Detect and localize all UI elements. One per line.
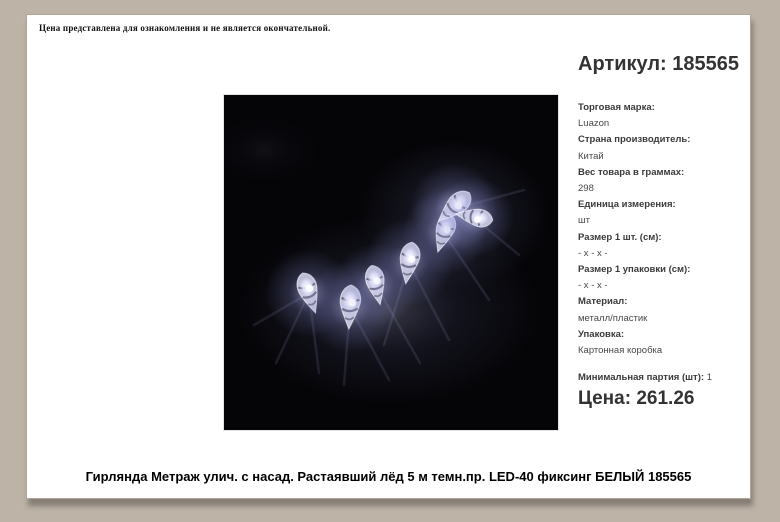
attribute-value: металл/пластик <box>578 312 648 324</box>
product-title: Гирлянда Метраж улич. с насад. Растаявший лёд 5 м темн.пр. LED-40 фиксинг БЕЛЫЙ 185565 <box>85 469 692 484</box>
product-photo <box>223 94 559 431</box>
attribute-label: Размер 1 шт. (см): <box>578 231 662 243</box>
attribute-value: шт <box>578 215 590 227</box>
article-heading <box>578 53 739 76</box>
attribute-label: Страна производитель: <box>578 134 691 146</box>
attribute-value: Luazon <box>578 118 610 130</box>
attribute-row <box>578 230 690 262</box>
min-batch-line <box>578 372 712 383</box>
attributes-list <box>578 100 690 359</box>
attribute-value: 298 <box>578 183 594 195</box>
product-sheet-page <box>26 14 751 499</box>
attribute-value: - х - х - <box>578 247 608 259</box>
attribute-row <box>578 197 690 229</box>
attribute-label: Единица измерения: <box>578 199 676 211</box>
garland-image <box>224 95 558 430</box>
attribute-row <box>578 165 690 197</box>
min-batch-value: 1 <box>706 372 712 383</box>
attribute-row <box>578 327 690 359</box>
attribute-label: Размер 1 упаковки (см): <box>578 264 691 276</box>
price-value: 261.26 <box>636 388 695 409</box>
attribute-value: Китай <box>578 150 604 162</box>
article-label: Артикул: <box>578 53 667 75</box>
attribute-label: Торговая марка: <box>578 102 655 113</box>
min-batch-label: Минимальная партия (шт): <box>578 372 705 383</box>
attribute-value: Картонная коробка <box>578 345 663 357</box>
price-label: Цена: <box>578 388 632 409</box>
price-heading <box>578 388 694 410</box>
article-value: 185565 <box>672 53 740 75</box>
attribute-value: - х - х - <box>578 280 608 292</box>
product-info-column <box>578 15 754 500</box>
attribute-row <box>578 132 690 164</box>
attribute-label: Упаковка: <box>578 328 625 340</box>
attribute-label: Материал: <box>578 296 628 308</box>
attribute-row <box>578 262 690 294</box>
attribute-row <box>578 294 690 326</box>
attribute-label: Вес товара в граммах: <box>578 166 685 178</box>
disclaimer-text: Цена представлена для ознакомления и не является окончательной. <box>39 23 331 33</box>
attribute-row <box>578 100 690 132</box>
